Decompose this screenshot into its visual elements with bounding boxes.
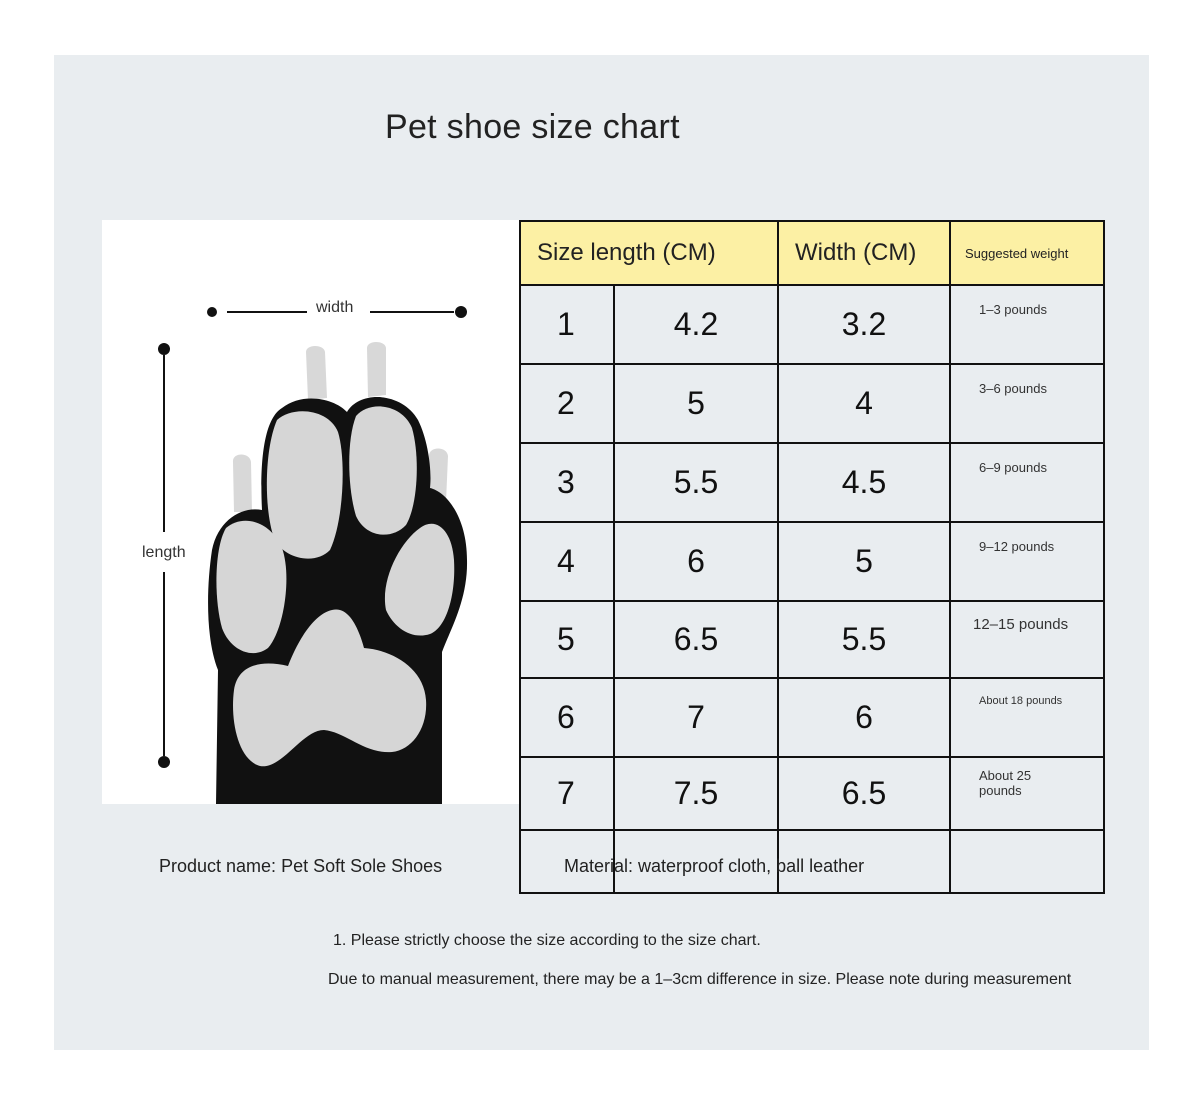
cell-weight: About 18 pounds <box>950 678 1104 757</box>
product-material: Material: waterproof cloth, ball leather <box>564 856 865 876</box>
cell-size: 2 <box>520 364 614 443</box>
cell-weight: 1–3 pounds <box>950 285 1104 364</box>
cell-weight: 12–15 pounds <box>950 601 1104 678</box>
cell-weight: About 25 pounds <box>950 757 1104 830</box>
table-header-row <box>520 221 1104 285</box>
width-label: width <box>316 299 354 316</box>
width-end-dot <box>455 306 467 318</box>
cell-length: 7 <box>614 678 778 757</box>
claw-2 <box>367 342 386 397</box>
claw-1 <box>306 346 327 400</box>
cell-size: 6 <box>520 678 614 757</box>
cell-length: 5 <box>614 364 778 443</box>
cell-weight: 9–12 pounds <box>950 522 1104 601</box>
table-row <box>520 678 1104 757</box>
table-row <box>520 601 1104 678</box>
toe-pad-1 <box>267 411 343 558</box>
cell-width: 6.5 <box>778 757 950 830</box>
length-label: length <box>142 544 186 561</box>
cell-size: 7 <box>520 757 614 830</box>
header-width: Width (CM) <box>778 221 950 285</box>
cell-empty <box>950 830 1104 893</box>
cell-size: 3 <box>520 443 614 522</box>
cell-size: 4 <box>520 522 614 601</box>
size-table <box>519 220 1105 894</box>
cell-length: 7.5 <box>614 757 778 830</box>
length-start-dot <box>158 343 170 355</box>
cell-width: 4 <box>778 364 950 443</box>
table-row <box>520 522 1104 601</box>
cell-width: 3.2 <box>778 285 950 364</box>
note-line-1: 1. Please strictly choose the size according to the size chart. <box>333 932 761 949</box>
note-line-2: Due to manual measurement, there may be a 1–3cm difference in size. Please note during measurement <box>328 971 1072 988</box>
paw-illustration <box>102 220 519 804</box>
product-name: Product name: Pet Soft Sole Shoes <box>159 856 443 876</box>
header-suggested-weight: Suggested weight <box>950 221 1104 285</box>
cell-weight: 6–9 pounds <box>950 443 1104 522</box>
table-row <box>520 285 1104 364</box>
cell-width: 4.5 <box>778 443 950 522</box>
header-size-length: Size length (CM) <box>520 221 778 285</box>
cell-width: 6 <box>778 678 950 757</box>
cell-length: 6 <box>614 522 778 601</box>
claw-3 <box>233 455 252 513</box>
length-end-dot <box>158 756 170 768</box>
width-start-dot <box>207 307 217 317</box>
table-row <box>520 364 1104 443</box>
page-title: Pet shoe size chart <box>385 108 680 146</box>
cell-size: 5 <box>520 601 614 678</box>
paw-diagram <box>102 220 519 804</box>
cell-width: 5.5 <box>778 601 950 678</box>
cell-length: 5.5 <box>614 443 778 522</box>
toe-pad-3 <box>216 521 286 653</box>
cell-length: 4.2 <box>614 285 778 364</box>
cell-length: 6.5 <box>614 601 778 678</box>
cell-width: 5 <box>778 522 950 601</box>
table-row <box>520 757 1104 830</box>
cell-size: 1 <box>520 285 614 364</box>
toe-pad-2 <box>349 406 417 534</box>
table-row <box>520 443 1104 522</box>
cell-weight: 3–6 pounds <box>950 364 1104 443</box>
